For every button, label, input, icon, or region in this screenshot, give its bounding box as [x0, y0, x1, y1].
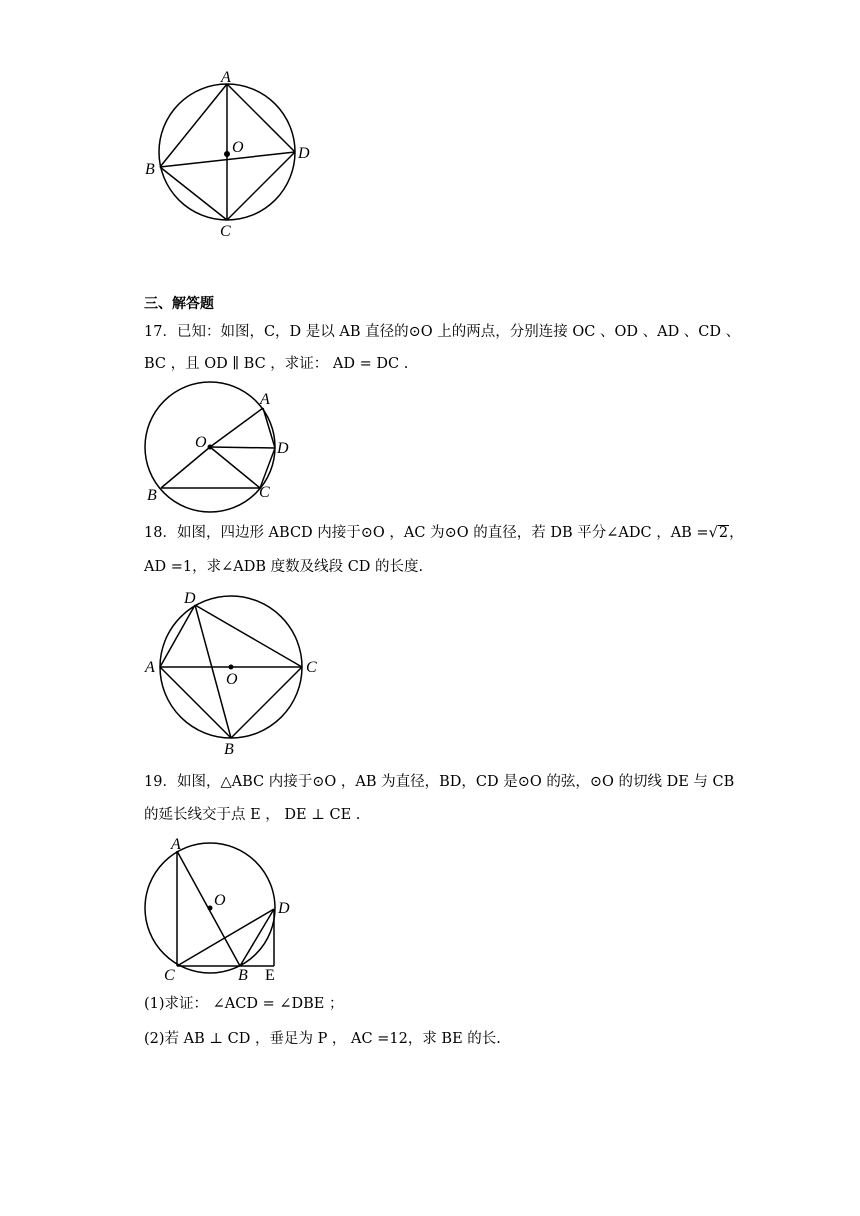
circle-o — [160, 596, 302, 738]
segment-oa — [210, 408, 263, 447]
circle-o — [159, 84, 295, 220]
q18-line2: AD =1，求∠ADB 度数及线段 CD 的长度. — [144, 559, 424, 575]
center-point — [224, 151, 230, 157]
q17-line2: BC ，且 OD ∥ BC ，求证： AD = DC . — [144, 356, 409, 372]
q19-part2: (2)若 AB ⊥ CD ，垂足为 P ， AC =12，求 BE 的长. — [144, 1031, 501, 1047]
label-o: O — [232, 139, 244, 156]
label-c: C — [220, 223, 231, 240]
q18-line1-end: ， — [729, 525, 744, 541]
label-d: D — [298, 145, 310, 162]
segment-cd — [177, 909, 274, 966]
q17-line1: 17．已知：如图，C，D 是以 AB 直径的⊙O 上的两点，分别连接 OC 、OD 、AD 、CD 、 — [144, 324, 741, 340]
label-a: A — [145, 659, 155, 676]
label-a: A — [171, 836, 181, 853]
segment-bd — [240, 909, 274, 966]
circle-o — [145, 382, 275, 512]
segment-ab — [160, 667, 231, 738]
segment-bc — [231, 667, 302, 738]
label-d: D — [277, 440, 289, 457]
label-c: C — [259, 484, 270, 501]
label-a: A — [260, 391, 270, 408]
center-point — [229, 665, 234, 670]
segment-bd — [160, 152, 295, 167]
label-b: B — [238, 967, 248, 984]
label-c: C — [164, 967, 175, 984]
segment-ab — [160, 84, 227, 167]
label-d: D — [278, 900, 290, 917]
label-o: O — [226, 671, 238, 688]
label-e: E — [265, 967, 275, 984]
label-b: B — [145, 161, 155, 178]
segment-dc — [195, 605, 302, 667]
label-d: D — [184, 590, 196, 607]
segment-db — [195, 605, 231, 738]
q18-sqrt-value: 2 — [718, 525, 729, 541]
label-o: O — [195, 434, 207, 451]
segment-dc — [260, 448, 275, 488]
label-c: C — [306, 659, 317, 676]
q19-line2: 的延长线交于点 E ， DE ⊥ CE . — [144, 807, 361, 823]
label-b: B — [224, 741, 234, 758]
segment-od — [210, 447, 275, 448]
circle-o — [145, 843, 275, 973]
segment-ab — [177, 851, 240, 966]
center-point — [208, 445, 213, 450]
q18-line1-text: 18．如图，四边形 ABCD 内接于⊙O ，AC 为⊙O 的直径，若 DB 平分∠ADC ，AB = — [144, 525, 709, 541]
segment-cd — [227, 152, 295, 220]
section-title: 三、解答题 — [144, 296, 214, 312]
segment-ad — [263, 408, 275, 448]
segment-ad — [227, 84, 295, 152]
segment-ad — [160, 605, 195, 667]
label-b: B — [147, 487, 157, 504]
label-o: O — [214, 892, 226, 909]
q19-line1: 19．如图，△ABC 内接于⊙O ，AB 为直径，BD，CD 是⊙O 的弦，⊙O 的切线 DE 与 CB — [144, 774, 735, 790]
segment-bc — [160, 167, 227, 220]
center-point — [208, 906, 213, 911]
sqrt-icon: √ — [708, 525, 718, 541]
label-a: A — [221, 69, 231, 86]
segment-oc — [210, 447, 260, 488]
q18-line1 — [144, 523, 744, 543]
q19-part1: (1)求证： ∠ACD = ∠DBE ； — [144, 996, 344, 1012]
segment-ob — [161, 447, 210, 488]
